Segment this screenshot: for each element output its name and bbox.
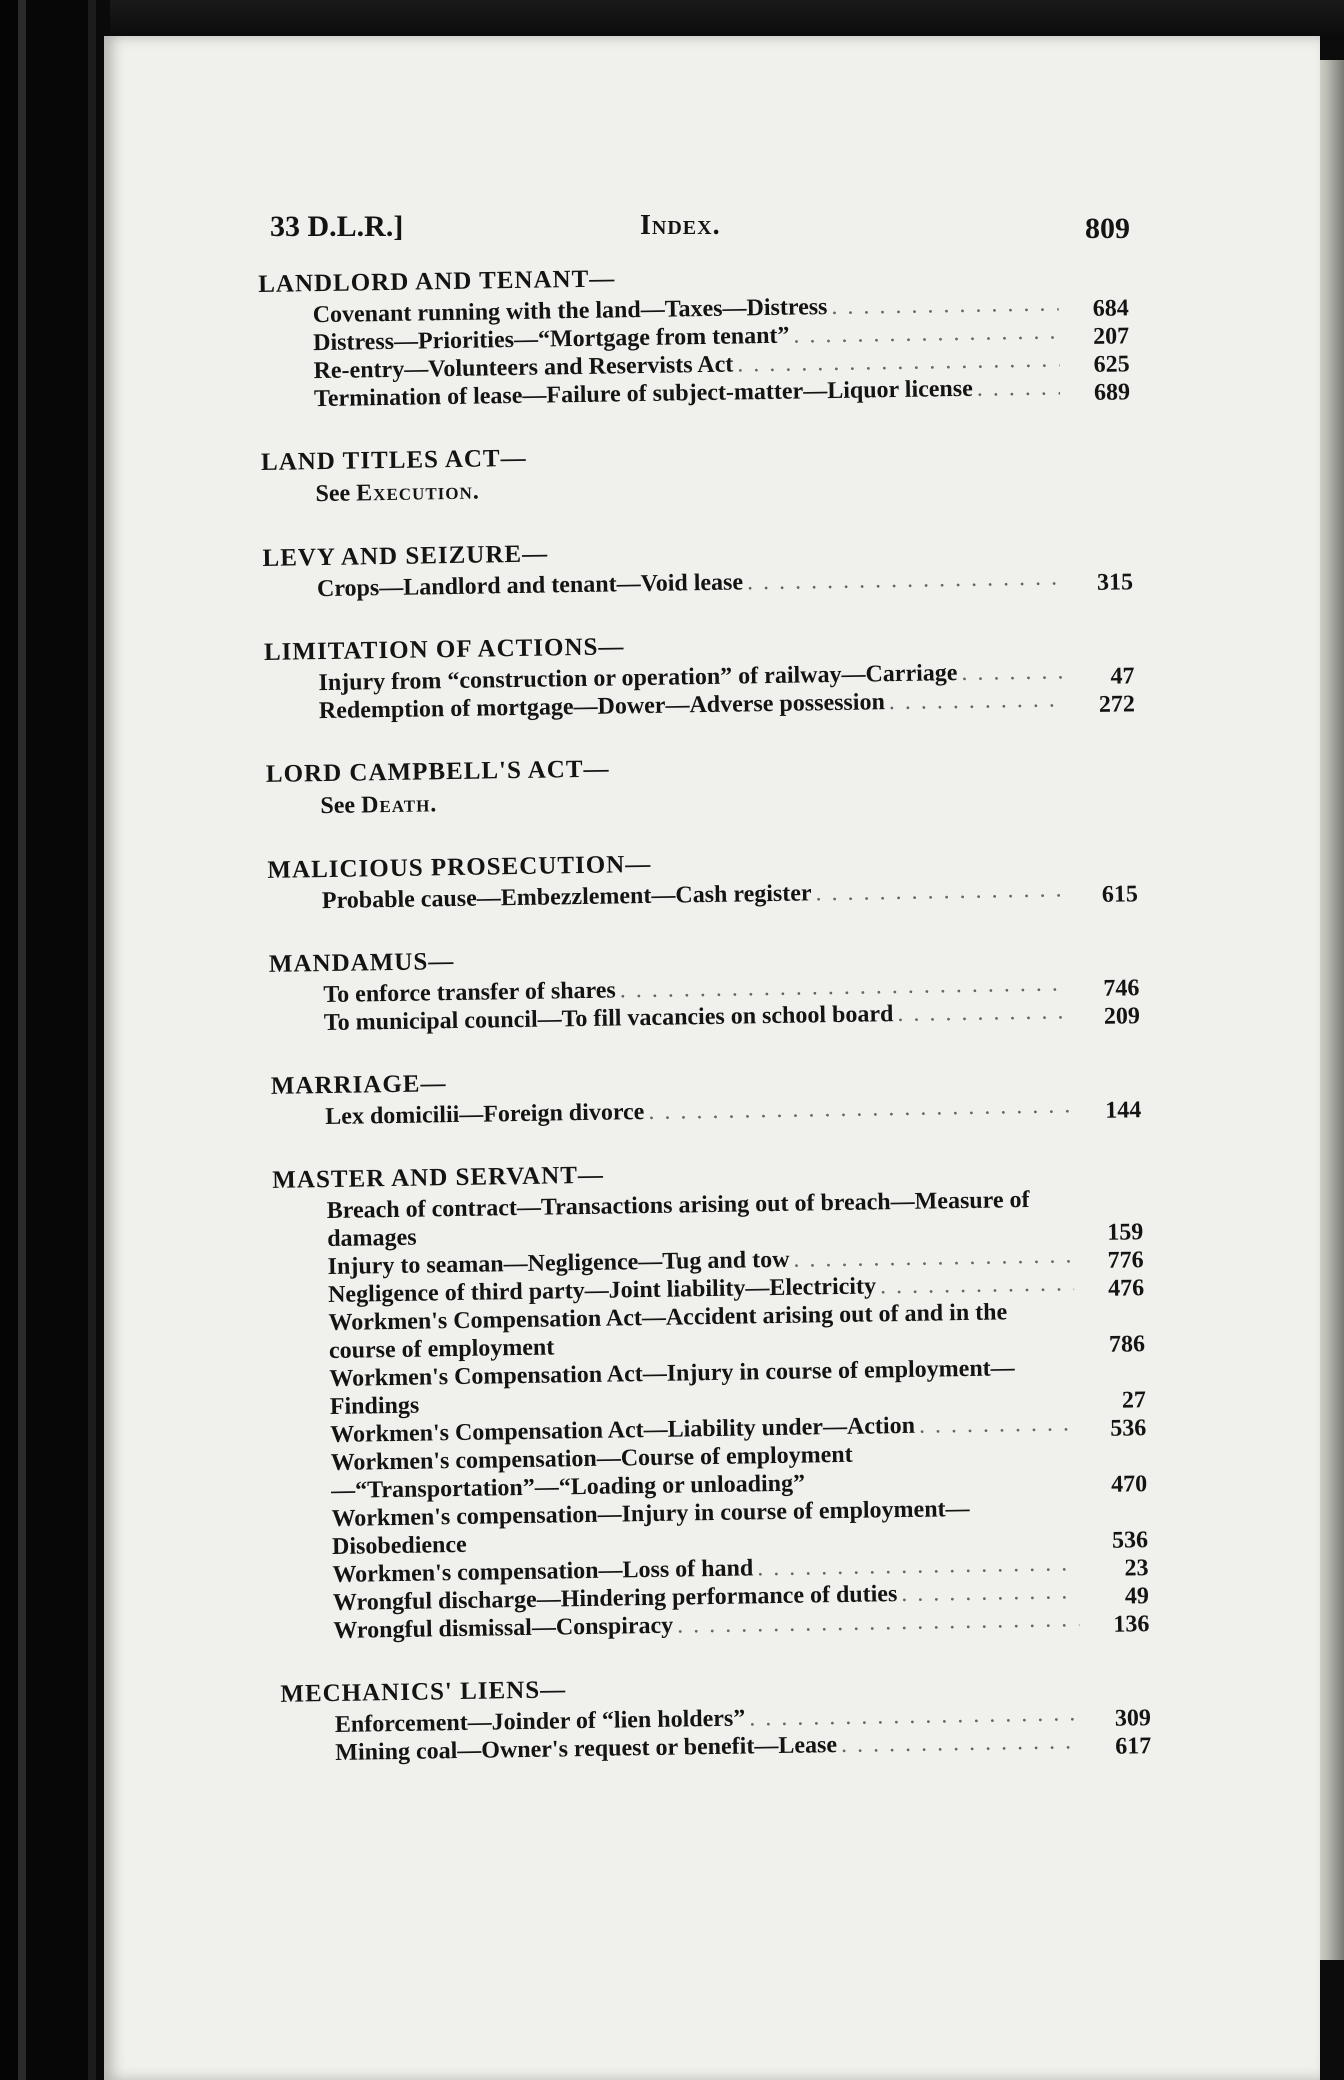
entry-page: 786 [1108,1331,1146,1358]
entry-page: 476 [1107,1275,1145,1302]
entry-text: To municipal council—To fill vacancies on school board [323,1001,894,1037]
entry-page: 689 [1093,379,1131,406]
entry-page: 272 [1098,691,1136,718]
page-heading: Index. [640,210,721,241]
leader-dots [889,685,1065,716]
entry-page: 315 [1096,569,1134,596]
entry-page: 615 [1101,881,1139,908]
book-spine-edge [0,0,110,2080]
index-section [267,842,1138,916]
leader-dots [677,1605,1080,1639]
entry-text: Workmen's compensation—Course of employment—“Transportation”—“Loading or unloading” [330,1441,853,1504]
leader-dots [961,657,1064,687]
index-section [266,746,1137,822]
entry-text: Crops—Landlord and tenant—Void lease [316,569,744,603]
entry-page: 776 [1107,1247,1144,1274]
see-prefix: See [320,792,356,820]
entry-text: Injury from “construction or operation” of railway—Carriage [318,660,958,697]
section-title: LAND TITLES ACT— [260,444,527,476]
section-title: LORD CAMPBELL'S ACT— [265,755,610,788]
leader-dots [747,563,1063,596]
see-target: Death. [360,791,438,819]
leader-dots [841,1727,1082,1759]
entry-text: Workmen's Compensation Act—Accident arising out of and in the course of employment [328,1299,1008,1365]
entry-text: Enforcement—Joinder of “lien holders” [334,1705,746,1738]
entry-page: 746 [1103,975,1140,1002]
index-section [280,1666,1151,1768]
entry-text: Breach of contract—Transactions arising out of breach—Measure of damages [326,1186,1030,1253]
section-title: MANDAMUS— [268,948,455,978]
running-header [270,210,1130,250]
leader-dots [977,373,1061,402]
entry-page: 536 [1110,1415,1147,1442]
entry-text: Redemption of mortgage—Dower—Adverse possession [318,689,886,725]
entry-page: 47 [1110,663,1135,690]
index-section [258,256,1130,414]
entry-page: 207 [1092,323,1130,350]
entry-text: Lex domicilii—Foreign divorce [325,1099,645,1131]
entry-text: Workmen's compensation—Injury in course of employment—Disobedience [331,1495,970,1560]
leader-dots [897,997,1070,1028]
index-section [269,936,1140,1038]
entry-page: 159 [1107,1219,1144,1246]
index-section [261,434,1132,510]
entry-text: Injury to seaman—Negligence—Tug and tow [327,1246,790,1281]
leader-dots [880,1269,1074,1300]
section-title: MECHANICS' LIENS— [280,1676,567,1708]
entry-page: 536 [1111,1527,1149,1554]
section-title: MALICIOUS PROSECUTION— [267,850,652,884]
entry-page: 470 [1110,1471,1148,1498]
entry-text: Wrongful discharge—Hindering performance of duties [332,1581,898,1616]
entry-page: 23 [1124,1555,1149,1582]
entry-text: Probable cause—Embezzlement—Cash register [321,880,812,915]
leader-dots [648,1091,1071,1126]
entry-text: Wrongful dismissal—Conspiracy [333,1612,674,1644]
index-section [264,624,1135,726]
entry-text: Covenant running with the land—Taxes—Distress [312,294,828,329]
leader-dots [831,289,1059,321]
index-body [258,256,1152,1801]
entry-text: Termination of lease—Failure of subject-matter—Liquor license [313,375,973,413]
scanner-frame-top [0,0,1344,40]
index-section [271,1058,1142,1132]
entry-page: 144 [1105,1097,1142,1124]
page-number: 809 [1085,212,1130,245]
section-title: LANDLORD AND TENANT— [258,265,616,298]
leader-dots [793,1241,1074,1273]
entry-page: 49 [1124,1583,1150,1610]
see-prefix: See [315,480,351,508]
section-title: LIMITATION OF ACTIONS— [263,633,625,666]
entry-text: Negligence of third party—Joint liability—Electricity [327,1273,877,1309]
entry-text: Distress—Priorities—“Mortgage from tenant” [312,322,790,357]
leader-dots [793,317,1059,349]
entry-page: 309 [1114,1705,1152,1732]
entry-text: Workmen's compensation—Loss of hand [332,1555,754,1588]
entry-page: 209 [1103,1003,1141,1030]
entry-text: To enforce transfer of shares [323,977,616,1009]
leader-dots [901,1577,1079,1608]
entry-text: Mining coal—Owner's request or benefit—Lease [335,1732,838,1766]
entry-text: Workmen's Compensation Act—Liability under—Action [330,1412,916,1449]
index-section [272,1152,1149,1646]
entry-page: 625 [1093,351,1130,378]
section-title: LEVY AND SEIZURE— [262,540,549,572]
volume-reference: 33 D.L.R.] [270,210,404,243]
index-section [262,530,1133,604]
entry-text: Re-entry—Volunteers and Reservists Act [313,351,734,385]
entry-page: 617 [1115,1733,1152,1760]
section-title: MARRIAGE— [270,1070,447,1100]
entry-page: 684 [1092,295,1129,322]
see-target: Execution. [355,478,481,507]
entry-text: Workmen's Compensation Act—Injury in course of employment—Findings [329,1355,1015,1421]
leader-dots [815,875,1068,907]
section-title: MASTER AND SERVANT— [272,1161,605,1194]
entry-page: 27 [1121,1387,1147,1414]
entry-page: 136 [1113,1611,1150,1638]
leader-dots [919,1409,1077,1439]
